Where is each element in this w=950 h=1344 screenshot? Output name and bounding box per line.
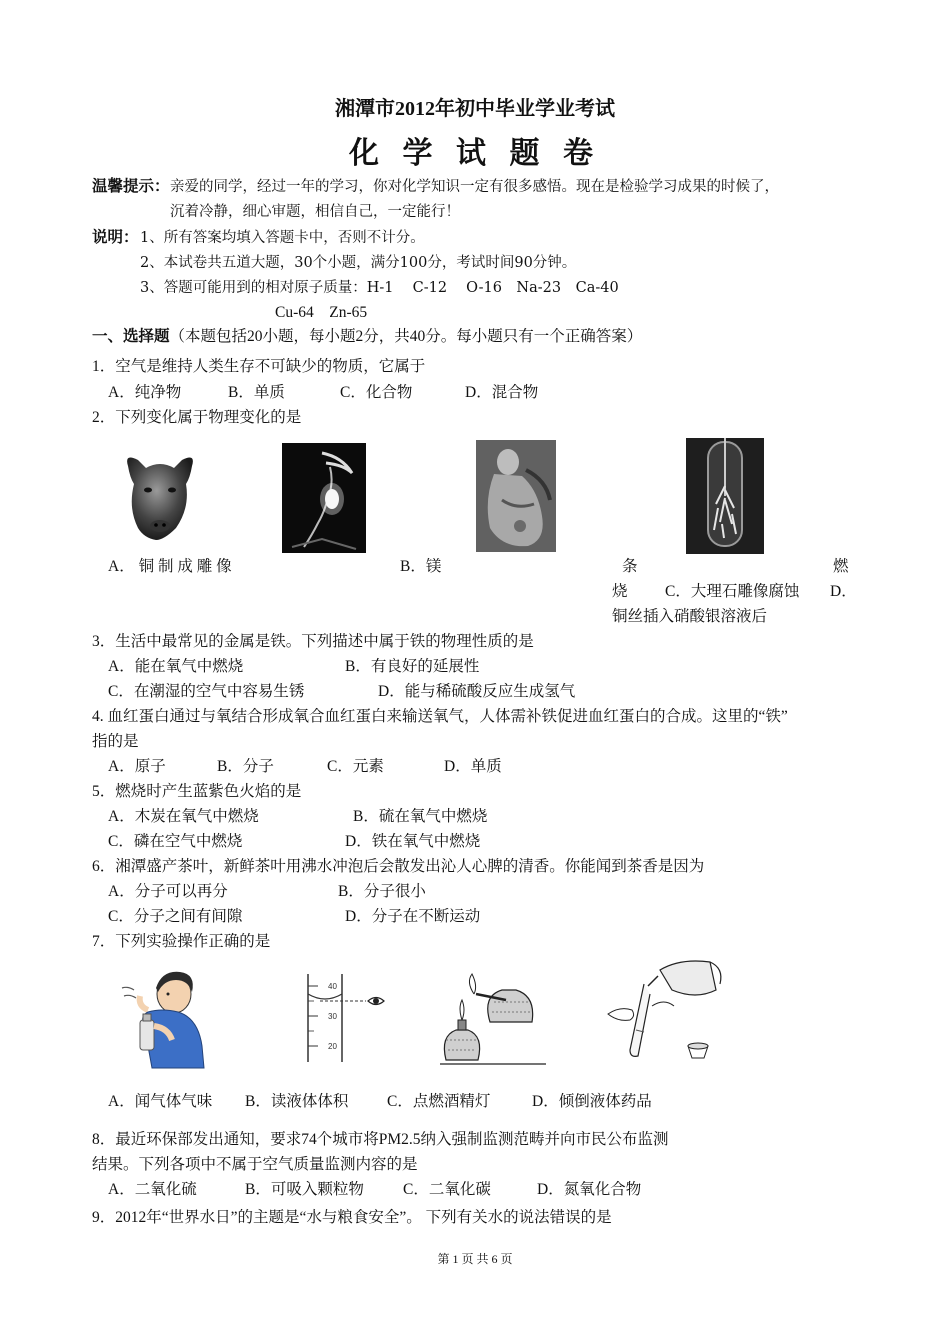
note-1: 1、所有答案均填入答题卡中，否则不计分。 <box>140 230 425 246</box>
pouring-liquid-figure <box>600 950 730 1065</box>
q8-stem-line-2: 结果。下列各项中不属于空气质量监测内容的是 <box>92 1156 418 1173</box>
q5-option-d: D．铁在氧气中燃烧 <box>345 833 481 850</box>
q2-option-b-part-3: 燃 <box>833 558 849 575</box>
q6-option-d: D．分子在不断运动 <box>345 908 481 925</box>
q7-option-b: B．读液体体积 <box>245 1093 349 1110</box>
q1-option-d: D．混合物 <box>465 384 539 401</box>
q9-stem: 9．2012年“世界水日”的主题是“水与粮食安全”。 下列有关水的说法错误的是 <box>92 1209 612 1226</box>
q6-option-a: A．分子可以再分 <box>108 883 228 900</box>
section-1-heading <box>92 324 642 346</box>
q2-stem: 2．下列变化属于物理变化的是 <box>92 409 302 426</box>
q4-option-d: D．单质 <box>444 758 502 775</box>
exam-title: 湘潭市2012年初中毕业学业考试 <box>335 98 615 120</box>
magnesium-burning-image <box>282 443 366 553</box>
q6-option-b: B．分子很小 <box>338 883 426 900</box>
q7-option-d: D．倾倒液体药品 <box>532 1093 652 1110</box>
page-footer: 第 1 页 共 6 页 <box>437 1252 513 1266</box>
note-3: 3、答题可能用到的相对原子质量：H-1 C-12 O-16 Na-23 Ca-40 <box>140 280 619 296</box>
q2-option-b-part-4: 烧 <box>612 583 628 600</box>
q6-stem: 6．湘潭盛产茶叶，新鲜茶叶用沸水冲泡后会散发出沁人心脾的清香。你能闻到茶香是因为 <box>92 858 705 875</box>
alcohol-lamp-figure <box>436 960 556 1070</box>
exam-subtitle: 化 学 试 题 卷 <box>349 137 601 170</box>
tip-line-2: 沉着冷静，细心审题，相信自己，一定能行！ <box>170 204 460 220</box>
q1-option-a: A．纯净物 <box>108 384 182 401</box>
tip-line-1: 亲爱的同学，经过一年的学习，你对化学知识一定有很多感悟。现在是检验学习成果的时候了， <box>170 179 779 195</box>
q3-option-d: D．能与稀硫酸反应生成氢气 <box>378 683 576 700</box>
q8-stem-line-1: 8．最近环保部发出通知，要求74个城市将PM2.5纳入强制监测范畴并向市民公布监测 <box>92 1131 669 1148</box>
q5-option-c: C．磷在空气中燃烧 <box>108 833 243 850</box>
q7-stem: 7．下列实验操作正确的是 <box>92 933 271 950</box>
q2-option-d-continued: 铜丝插入硝酸银溶液后 <box>612 608 768 625</box>
q4-option-a: A．原子 <box>108 758 166 775</box>
q3-option-b: B．有良好的延展性 <box>345 658 480 675</box>
q5-option-b: B．硫在氧气中燃烧 <box>353 808 488 825</box>
q3-option-c: C．在潮湿的空气中容易生锈 <box>108 683 305 700</box>
q4-option-b: B．分子 <box>217 758 274 775</box>
cylinder-tick-30: 30 <box>328 1012 337 1021</box>
q3-stem: 3．生活中最常见的金属是铁。下列描述中属于铁的物理性质的是 <box>92 633 534 650</box>
q8-option-a: A．二氧化硫 <box>108 1181 197 1198</box>
graduated-cylinder-figure <box>290 970 400 1066</box>
q2-option-b-part-2: 条 <box>622 558 638 575</box>
q1-option-b: B．单质 <box>228 384 285 401</box>
q8-option-b: B．可吸入颗粒物 <box>245 1181 364 1198</box>
note-3-continued: Cu-64 Zn-65 <box>275 304 368 321</box>
section-1-desc: （本题包括20小题，每小题2分，共40分。每小题只有一个正确答案） <box>169 328 643 345</box>
q4-stem-line-1: 4. 血红蛋白通过与氧结合形成氧合血红蛋白来输送氧气，人体需补铁促进血红蛋白的合成。这里的“铁” <box>92 708 788 725</box>
q3-option-a: A．能在氧气中燃烧 <box>108 658 244 675</box>
q2-option-a: A． 铜 制 成 雕 像 <box>108 558 232 575</box>
q2-option-c: C．大理石雕像腐蚀 <box>665 583 800 600</box>
q8-option-d: D．氮氧化合物 <box>537 1181 642 1198</box>
q7-option-c: C．点燃酒精灯 <box>387 1093 491 1110</box>
q2-option-b: B．镁 <box>400 558 442 575</box>
q7-option-a: A．闻气体气味 <box>108 1093 213 1110</box>
q1-stem: 1．空气是维持人类生存不可缺少的物质，它属于 <box>92 358 426 375</box>
marble-statue-corrosion-image <box>476 440 556 552</box>
bronze-statue-image <box>120 448 200 543</box>
q5-option-a: A．木炭在氧气中燃烧 <box>108 808 259 825</box>
q8-option-c: C．二氧化碳 <box>403 1181 491 1198</box>
cylinder-tick-40: 40 <box>328 982 337 991</box>
note-2: 2、本试卷共五道大题，30个小题，满分100分，考试时间90分钟。 <box>140 255 577 271</box>
notes-label: 说明： <box>92 229 139 246</box>
q4-option-c: C．元素 <box>327 758 384 775</box>
q6-option-c: C．分子之间有间隙 <box>108 908 243 925</box>
copper-wire-in-silver-nitrate-image <box>686 438 764 554</box>
q4-stem-line-2: 指的是 <box>92 733 139 750</box>
q5-stem: 5．燃烧时产生蓝紫色火焰的是 <box>92 783 302 800</box>
section-1-title: 一、选择题 <box>92 328 170 345</box>
q1-option-c: C．化合物 <box>340 384 413 401</box>
tip-label: 温馨提示： <box>92 178 170 195</box>
cylinder-tick-20: 20 <box>328 1042 337 1051</box>
q2-option-d: D． <box>830 583 857 600</box>
smelling-gas-figure <box>118 966 210 1070</box>
